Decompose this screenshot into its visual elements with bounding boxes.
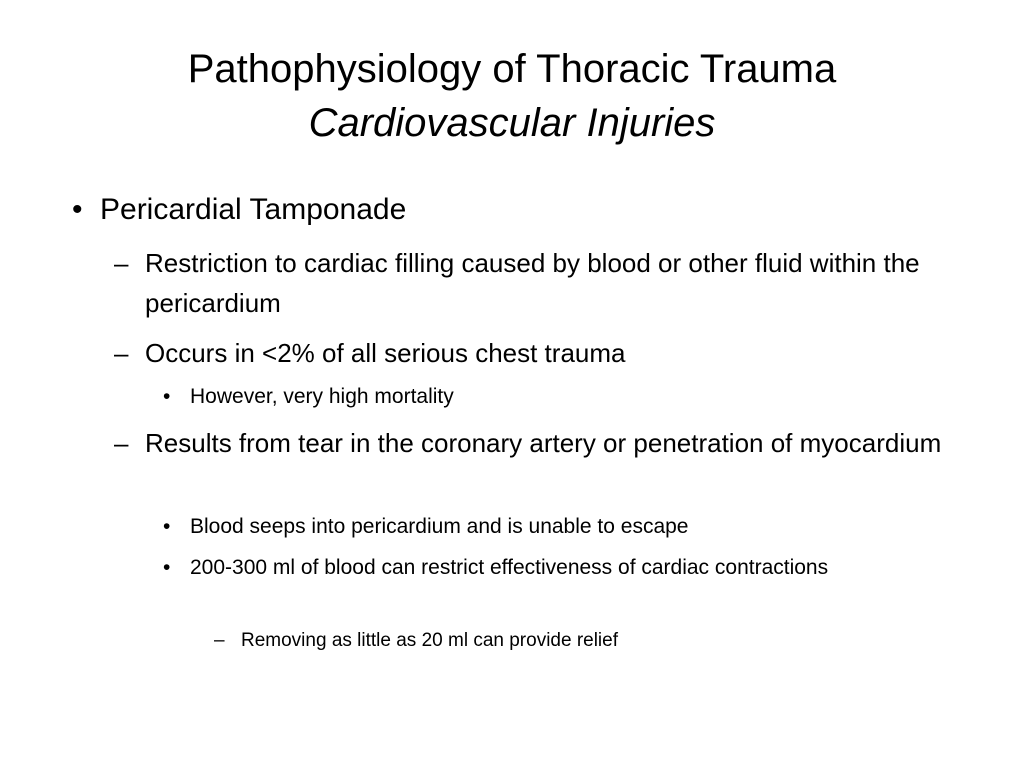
slide-title-block xyxy=(60,42,964,150)
dash-marker: – xyxy=(214,630,225,651)
bullet-text: Pericardial Tamponade xyxy=(100,193,407,226)
dash-marker: – xyxy=(114,248,129,278)
bullet-item xyxy=(72,190,972,230)
bullet-marker: • xyxy=(163,385,171,408)
bullet-text: Blood seeps into pericardium and is unable to escape xyxy=(190,515,689,538)
sub-bullet-item xyxy=(114,243,974,323)
sub-bullet-item xyxy=(114,333,974,373)
slide-subtitle: Cardiovascular Injuries xyxy=(308,101,716,145)
bullet-marker: • xyxy=(72,193,83,226)
bullet-marker: • xyxy=(163,515,171,538)
bullet-text: Occurs in <2% of all serious chest trauma xyxy=(145,338,626,368)
sub-sub-bullet-item xyxy=(163,510,883,544)
bullet-text: However, very high mortality xyxy=(190,385,454,408)
dash-marker: – xyxy=(114,338,129,368)
bullet-text: Restriction to cardiac filling caused by blood or other fluid within the pericardium xyxy=(145,248,920,318)
dash-marker: – xyxy=(114,428,129,458)
slide-title: Pathophysiology of Thoracic Trauma xyxy=(187,47,837,91)
bullet-text: Removing as little as 20 ml can provide relief xyxy=(241,630,619,651)
sub-sub-bullet-item xyxy=(163,380,883,414)
bullet-text: 200-300 ml of blood can restrict effectiveness of cardiac contractions xyxy=(190,556,829,579)
bullet-text: Results from tear in the coronary artery or penetration of myocardium xyxy=(145,428,942,458)
sub-bullet-item xyxy=(114,423,974,463)
sub-sub-bullet-item xyxy=(163,551,883,585)
level4-bullet-item xyxy=(214,626,874,656)
bullet-marker: • xyxy=(163,556,171,579)
